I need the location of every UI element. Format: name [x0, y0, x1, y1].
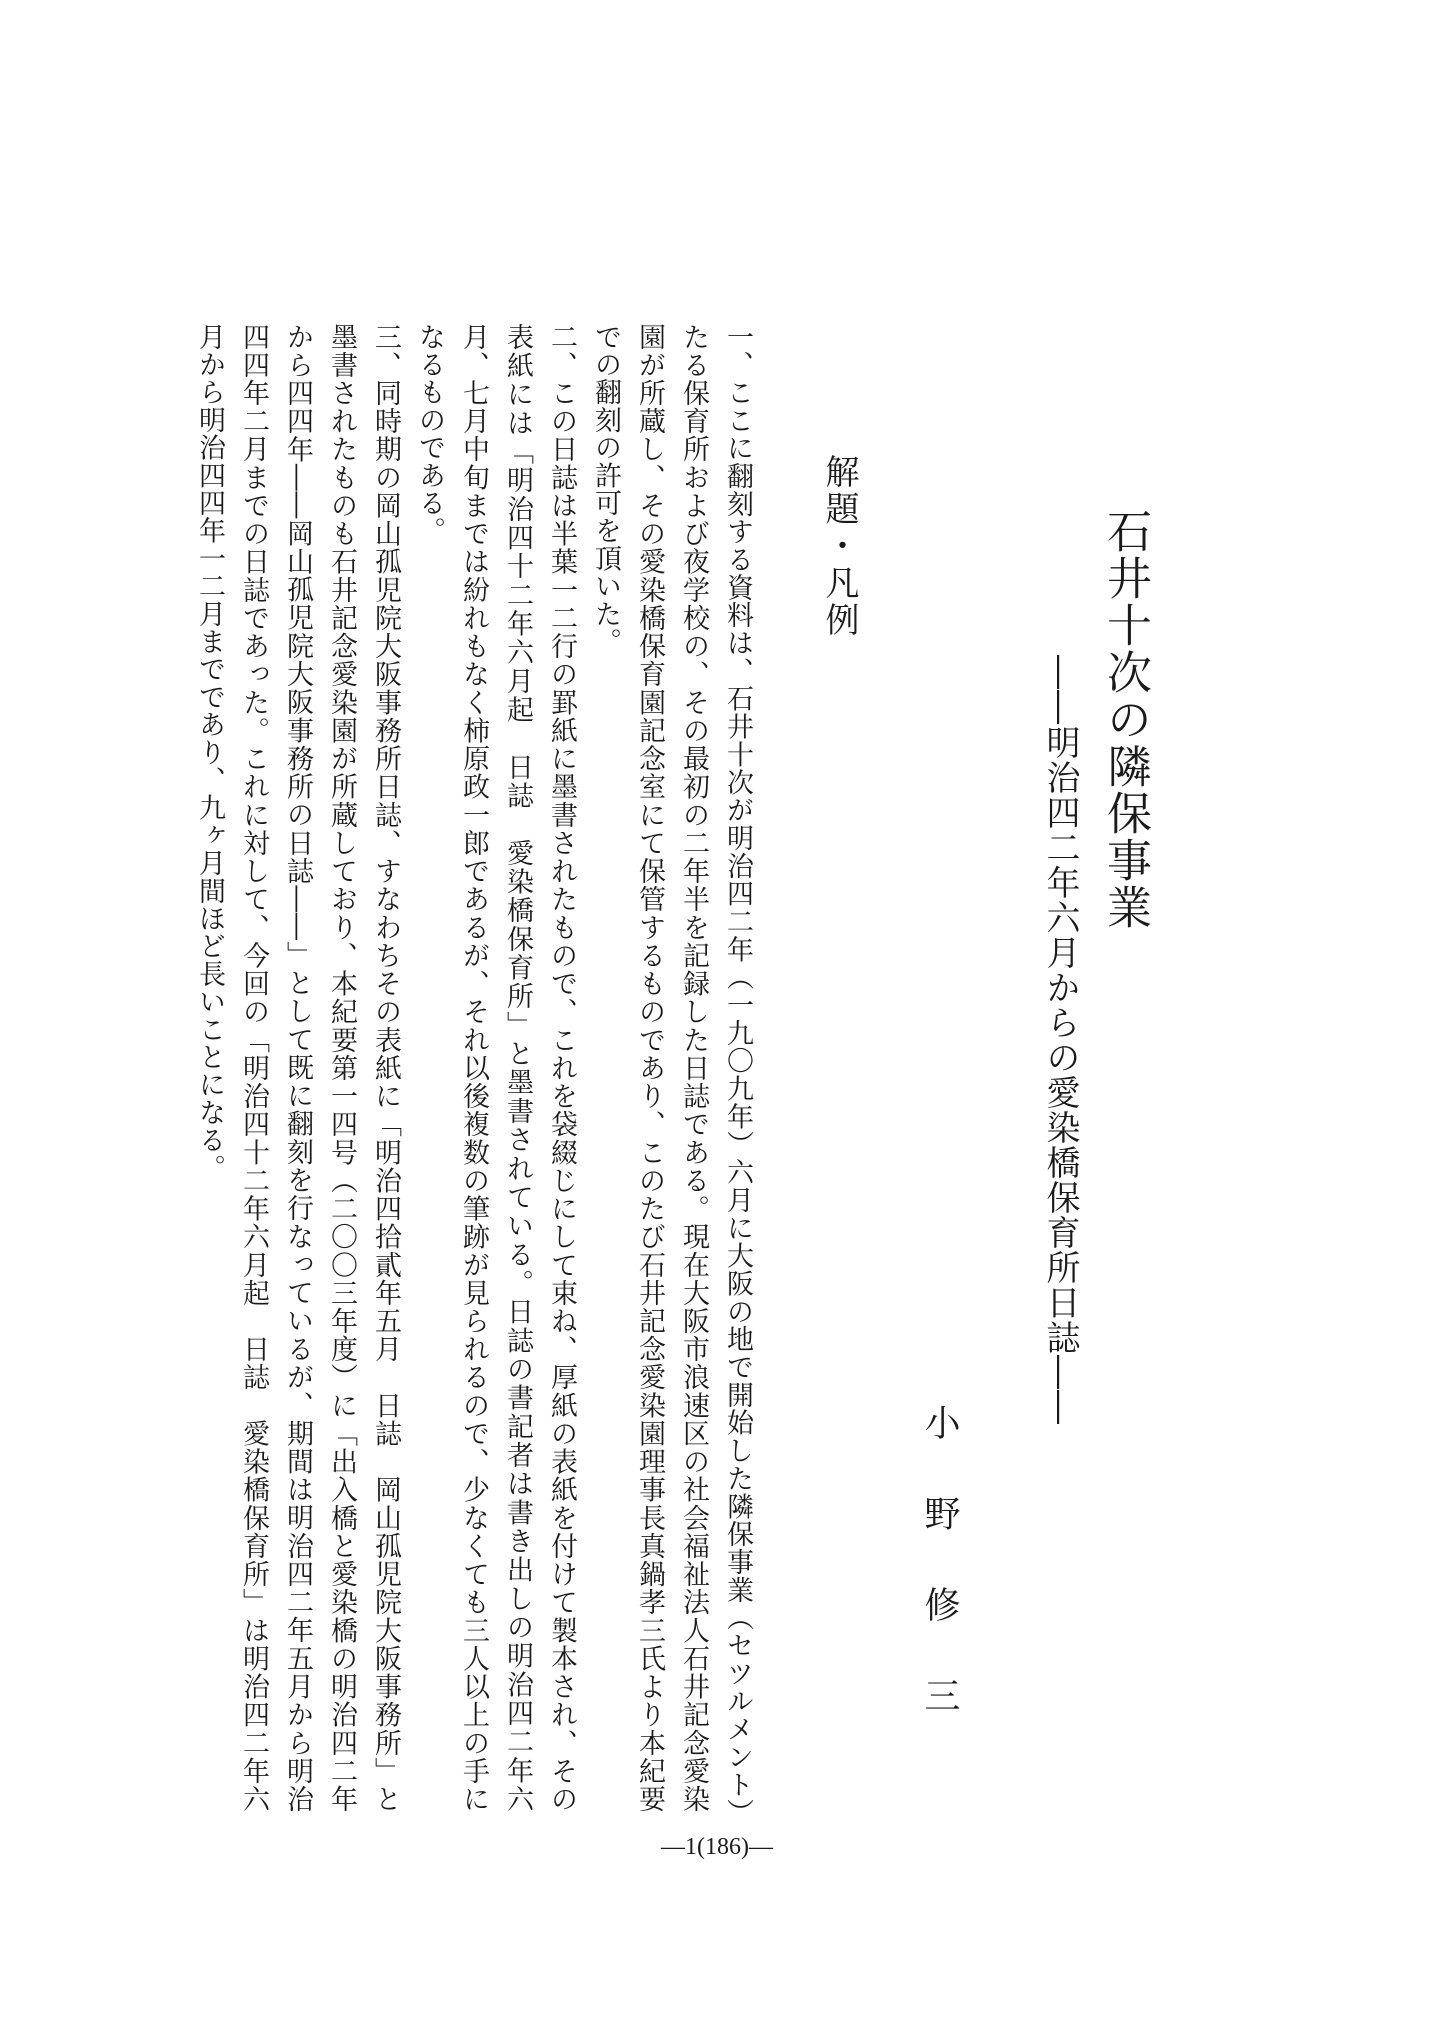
paper-subtitle: ――明治四二年六月からの愛染橋保育所日誌――	[1040, 655, 1080, 1425]
section-heading: 解題・凡例	[819, 454, 859, 639]
author-name: 小野修三	[919, 1404, 960, 1768]
body-text	[187, 323, 759, 1813]
paragraph-3: 三、同時期の岡山孤児院大阪事務所日誌、すなわちその表紙に「明治四拾貳年五月 日誌 岡山孤児院大阪事務所」と墨書されたものも石井記念愛染園が所蔵しており、本紀要第一四号（二〇〇三年度）に「出入橋と愛染橋の明治四二年から四四年――岡山孤児院大阪事務所の日誌――」として既に翻刻を行なっているが、期間は明治四二年五月から明治四四年二月までの日誌であった。これに対して、今回の「明治四十二年六月起 日誌 愛染橋保育所」は明治四二年六月から明治四四年一二月までであり、九ヶ月間ほど長いことになる。	[194, 323, 401, 1813]
paper-title: 石井十次の隣保事業	[1099, 508, 1152, 931]
paragraph-2: 二、この日誌は半葉一二行の罫紙に墨書されたもので、これを袋綴じにして束ね、厚紙の表紙を付けて製本され、その表紙には「明治四十二年六月起 日誌 愛染橋保育所」と墨書されている。日誌の書記者は書き出しの明治四二年六月、七月中旬までは紛れもなく柿原政一郎であるが、それ以後複数の筆跡が見られるので、少なくても三人以上の手になるものである。	[414, 323, 577, 1813]
paragraph-1: 一、ここに翻刻する資料は、石井十次が明治四二年（一九〇九年）六月に大阪の地で開始した隣保事業（セツルメント）たる保育所および夜学校の、その最初の二年半を記録した日誌である。現在大阪市浪速区の社会福祉法人石井記念愛染園が所蔵し、その愛染橋保育園記念室にて保管するものであり、このたび石井記念愛染園理事長真鍋孝三氏より本紀要での翻刻の許可を頂いた。	[590, 323, 753, 1813]
page-number: ―1(186)―	[661, 1834, 773, 1860]
